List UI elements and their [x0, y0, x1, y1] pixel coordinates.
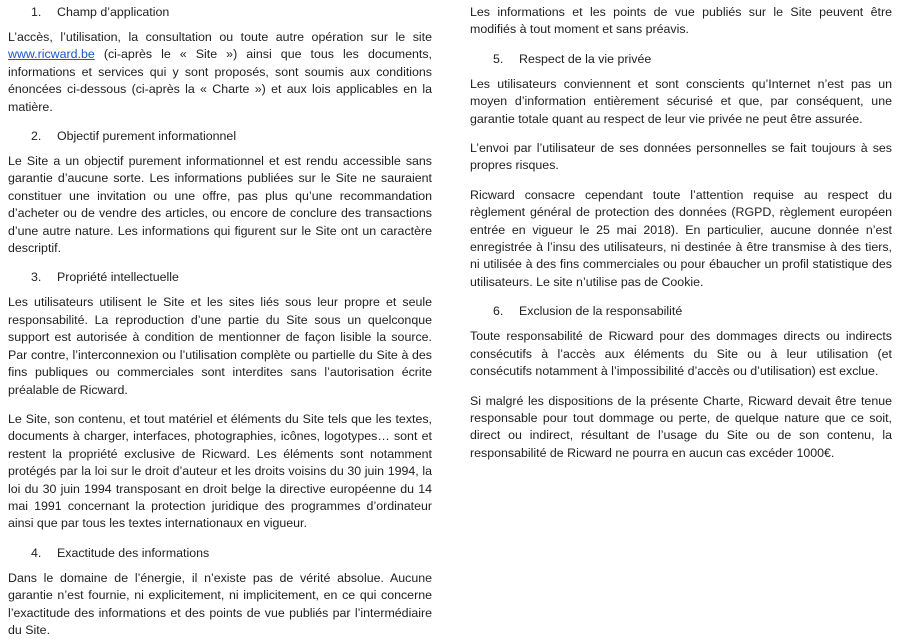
section-heading-exactitude — [8, 545, 432, 562]
section-number: 3. — [31, 270, 42, 285]
section-heading-objectif — [8, 128, 432, 145]
section-heading-vie-privee — [470, 51, 892, 68]
paragraph: Le Site a un objectif purement informationnel et est rendu accessible sans garantie d’aucune sorte. Les informations publiées sur le Site ne sauraient constituer une invitation ou une offre, pas plus qu’une recommandation d’acheter ou de vendre des articles, ou encore de conclure des transactions d’une autre nature. Les informations qui figurent sur le Site ont un caractère descriptif. — [8, 154, 432, 256]
section-title: Propriété intellectuelle — [57, 270, 179, 285]
section-title: Champ d’application — [57, 5, 170, 19]
paragraph — [8, 29, 432, 116]
paragraph: Si malgré les dispositions de la présente Charte, Ricward devait être tenue responsable pour tout dommage ou perte, de quelque nature que ce soit, direct ou indirect, résultant de l’usage du Site ou de son contenu, la responsabilité de Ricward ne pourra en aucun cas excéder 1000€. — [470, 393, 892, 460]
site-link[interactable]: www.ricward.be — [8, 47, 95, 62]
section-title: Exactitude des informations — [57, 545, 210, 560]
paragraph-text: (ci-après le « Site ») ainsi que tous les documents, informations et services qui y sont proposés, sont soumis aux conditions énoncées ci-dessous (ci-après la « Charte ») et aux lois applicables en la matière. — [8, 47, 432, 114]
section-heading-propriete — [8, 269, 432, 286]
section-title: Objectif purement informationnel — [57, 129, 237, 144]
paragraph: Les informations et les points de vue publiés sur le Site peuvent être modifiés à tout moment et sans préavis. — [470, 5, 892, 37]
section-number: 6. — [493, 304, 504, 319]
paragraph: Le Site, son contenu, et tout matériel et éléments du Site tels que les textes, documents à charger, interfaces, photographies, icônes, logotypes… sont et restent la propriété exclusive de Ricward. Les éléments sont notamment protégés par la loi sur le droit d’auteur et les droits voisins du 30 juin 1994, la loi du 30 juin 1994 transposant en droit belge la directive européenne du 14 mai 1991 concernant la protection juridique des programmes d’ordinateur ainsi que par tous les textes internationaux en vigueur. — [8, 411, 432, 531]
section-number: 1. — [31, 5, 42, 19]
section-heading-exclusion — [470, 303, 892, 320]
paragraph: Dans le domaine de l’énergie, il n’existe pas de vérité absolue. Aucune garantie n’est fournie, ni explicitement, ni implicitement, en ce qui concerne l’exactitude des informations et des points de vue publiés par l’intermédiaire du Site. — [8, 570, 432, 637]
section-title: Exclusion de la responsabilité — [519, 304, 683, 319]
paragraph: Ricward consacre cependant toute l’attention requise au respect du règlement général de protection des données (RGPD, règlement européen entrée en vigueur le 25 mai 2018). En particulier, aucune donnée n’est enregistrée à l’insu des utilisateurs, ni destinée à être transmise à des tiers, ni utilisée à des fins commerciales ou pour ébaucher un profil statistique des utilisateurs. Le site n’utilise pas de Cookie. — [470, 187, 892, 289]
paragraph: Les utilisateurs conviennent et sont conscients qu’Internet n’est pas un moyen d’information entièrement sécurisé et que, par conséquent, une garantie totale quant au respect de leur vie privée ne peut être assurée. — [470, 76, 892, 126]
section-number: 4. — [31, 545, 42, 560]
paragraph: L’envoi par l’utilisateur de ses données personnelles se fait toujours à ses propres risques. — [470, 141, 892, 173]
paragraph: Les utilisateurs utilisent le Site et les sites liés sous leur propre et seule responsabilité. La reproduction d’une partie du Site sous un quelconque support est autorisée à condition de mentionner de façon lisible la source. Par contre, l’interconnexion ou l’utilisation complète ou partielle du Site à des fins publiques ou commerciales sont interdites sans l’autorisation écrite préalable de Ricward. — [8, 295, 432, 397]
section-heading-champ-application — [8, 4, 432, 21]
right-column — [470, 4, 892, 462]
paragraph: Toute responsabilité de Ricward pour des dommages directs ou indirects consécutifs à l’accès aux éléments du Site ou à leur utilisation (et consécutifs notamment à l’impossibilité d’accès ou d’utilisation) est exclue. — [470, 329, 892, 379]
paragraph-text: L’accès, l’utilisation, la consultation ou toute autre opération sur le site — [8, 30, 432, 44]
section-number: 5. — [493, 51, 504, 66]
section-number: 2. — [31, 129, 42, 144]
section-title: Respect de la vie privée — [519, 51, 652, 66]
